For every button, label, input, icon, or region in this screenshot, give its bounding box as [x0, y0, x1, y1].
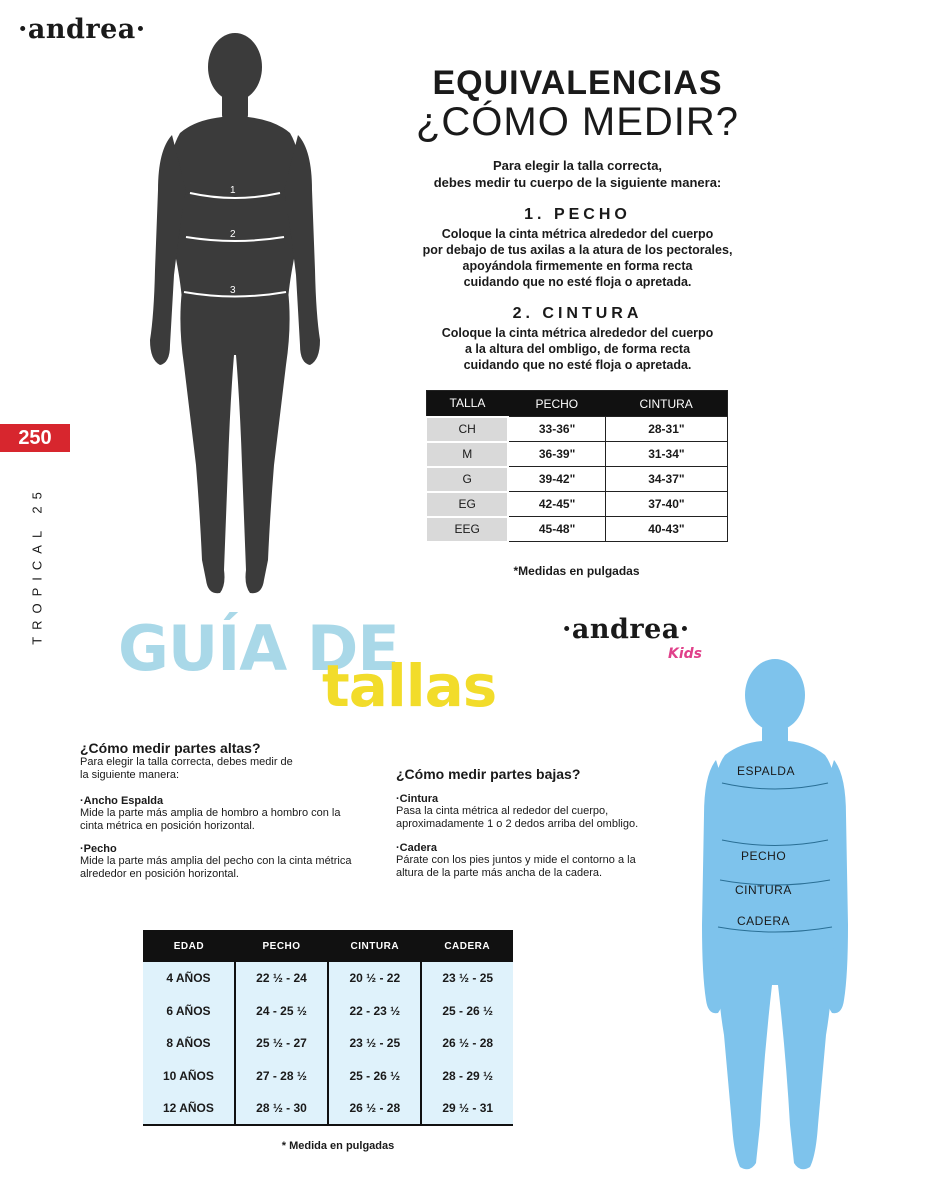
adult-intro: Para elegir la talla correcta, debes medir tu cuerpo de la siguiente manera:	[433, 158, 722, 190]
cell-cintura: 37-40"	[605, 492, 727, 517]
equivalencias-title: EQUIVALENCIAS	[432, 64, 723, 102]
table-row	[143, 1092, 513, 1125]
cell-pecho: 45-48"	[508, 517, 605, 542]
cell-pecho: 27 - 28 ½	[235, 1060, 328, 1093]
label-cadera: CADERA	[737, 914, 791, 928]
guia-de-title: GUÍA DE	[118, 612, 399, 685]
cell-cintura: 28-31"	[605, 417, 727, 442]
cell-cintura: 34-37"	[605, 467, 727, 492]
cell-talla: M	[426, 442, 508, 467]
cell-cintura: 22 - 23 ½	[328, 995, 421, 1028]
cell-talla: EG	[426, 492, 508, 517]
cell-edad: 4 AÑOS	[143, 962, 235, 995]
table-row	[426, 467, 728, 492]
cintura-kid-title: ·Cintura	[396, 793, 439, 805]
table-row	[426, 417, 728, 442]
cell-talla: CH	[426, 417, 508, 442]
col-talla: TALLA	[426, 391, 508, 417]
cell-cintura: 20 ½ - 22	[328, 962, 421, 995]
table-row	[426, 442, 728, 467]
pecho-text: Coloque la cinta métrica alrededor del cuerpo por debajo de tus axilas a la atura de los pectorales, apoyándola firmemente en forma recta cuidando que no esté floja o apretada.	[422, 227, 733, 289]
cell-pecho: 24 - 25 ½	[235, 995, 328, 1028]
cadera-title: ·Cadera	[396, 842, 437, 854]
mark-2: 2	[230, 229, 236, 240]
col-pecho: PECHO	[235, 930, 328, 962]
table-row	[143, 995, 513, 1028]
cell-pecho: 25 ½ - 27	[235, 1027, 328, 1060]
catalog-name	[30, 470, 44, 660]
table-row	[426, 517, 728, 542]
pecho-heading: 1. PECHO	[524, 206, 631, 223]
kids-brand-logo: ·andrea·	[562, 614, 690, 645]
mark-1: 1	[230, 185, 236, 196]
altas-intro: Para elegir la talla correcta, debes medir de la siguiente manera:	[80, 756, 293, 781]
kids-size-table	[143, 930, 513, 1126]
cadera-text: Párate con los pies juntos y mide el contorno a la altura de la parte más ancha de la cadera.	[396, 854, 636, 879]
catalog-label: TROPICAL 25	[29, 485, 45, 645]
cell-pecho: 22 ½ - 24	[235, 962, 328, 995]
table-row	[143, 962, 513, 995]
cell-pecho: 42-45"	[508, 492, 605, 517]
adult-note: *Medidas en pulgadas	[513, 564, 640, 578]
cell-cintura: 23 ½ - 25	[328, 1027, 421, 1060]
cell-pecho: 39-42"	[508, 467, 605, 492]
cintura-text: Coloque la cinta métrica alrededor del cuerpo a la altura del ombligo, de forma recta cuidando que no esté floja o apretada.	[441, 326, 714, 372]
cell-pecho: 28 ½ - 30	[235, 1092, 328, 1125]
cell-pecho: 36-39"	[508, 442, 605, 467]
espalda-text: Mide la parte más amplia de hombro a hombro con la cinta métrica en posición horizontal.	[80, 807, 341, 832]
label-espalda: ESPALDA	[737, 764, 795, 778]
cell-pecho: 33-36"	[508, 417, 605, 442]
tallas-title: tallas	[322, 652, 497, 720]
cell-cadera: 28 - 29 ½	[421, 1060, 513, 1093]
cell-edad: 6 AÑOS	[143, 995, 235, 1028]
cell-cintura: 31-34"	[605, 442, 727, 467]
col-cintura: CINTURA	[605, 391, 727, 417]
col-cadera: CADERA	[421, 930, 513, 962]
cell-cadera: 23 ½ - 25	[421, 962, 513, 995]
col-pecho: PECHO	[508, 391, 605, 417]
cell-talla: G	[426, 467, 508, 492]
table-row	[143, 1027, 513, 1060]
col-cintura: CINTURA	[328, 930, 421, 962]
altas-heading: ¿Cómo medir partes altas?	[80, 740, 261, 756]
adult-body-figure	[150, 25, 320, 600]
cell-cadera: 25 - 26 ½	[421, 995, 513, 1028]
brand-logo: ·andrea·	[18, 14, 146, 45]
cintura-kid-text: Pasa la cinta métrica al rededor del cuerpo, aproximadamente 1 o 2 dedos arriba del ombligo.	[396, 805, 639, 830]
cell-cadera: 29 ½ - 31	[421, 1092, 513, 1125]
espalda-title: ·Ancho Espalda	[80, 795, 164, 807]
kids-tag: Kids	[668, 646, 703, 662]
cell-cintura: 40-43"	[605, 517, 727, 542]
cell-edad: 10 AÑOS	[143, 1060, 235, 1093]
pecho-kid-title: ·Pecho	[80, 843, 117, 855]
cell-cadera: 26 ½ - 28	[421, 1027, 513, 1060]
adult-size-table	[425, 390, 728, 543]
cell-edad: 12 AÑOS	[143, 1092, 235, 1125]
table-row	[143, 1060, 513, 1093]
cell-cintura: 26 ½ - 28	[328, 1092, 421, 1125]
page-number: 250	[0, 424, 70, 452]
cintura-heading: 2. CINTURA	[512, 305, 643, 322]
cell-cintura: 25 - 26 ½	[328, 1060, 421, 1093]
como-medir-title: ¿CÓMO MEDIR?	[415, 100, 740, 144]
mark-3: 3	[230, 285, 236, 296]
cell-talla: EEG	[426, 517, 508, 542]
cell-edad: 8 AÑOS	[143, 1027, 235, 1060]
bajas-heading: ¿Cómo medir partes bajas?	[396, 766, 581, 782]
table-row	[426, 492, 728, 517]
pecho-kid-text: Mide la parte más amplia del pecho con la cinta métrica alrededor en posición horizontal.	[80, 855, 352, 880]
label-cintura: CINTURA	[735, 883, 792, 897]
label-pecho: PECHO	[741, 849, 787, 863]
kids-note: * Medida en pulgadas	[281, 1140, 395, 1152]
col-edad: EDAD	[143, 930, 235, 962]
